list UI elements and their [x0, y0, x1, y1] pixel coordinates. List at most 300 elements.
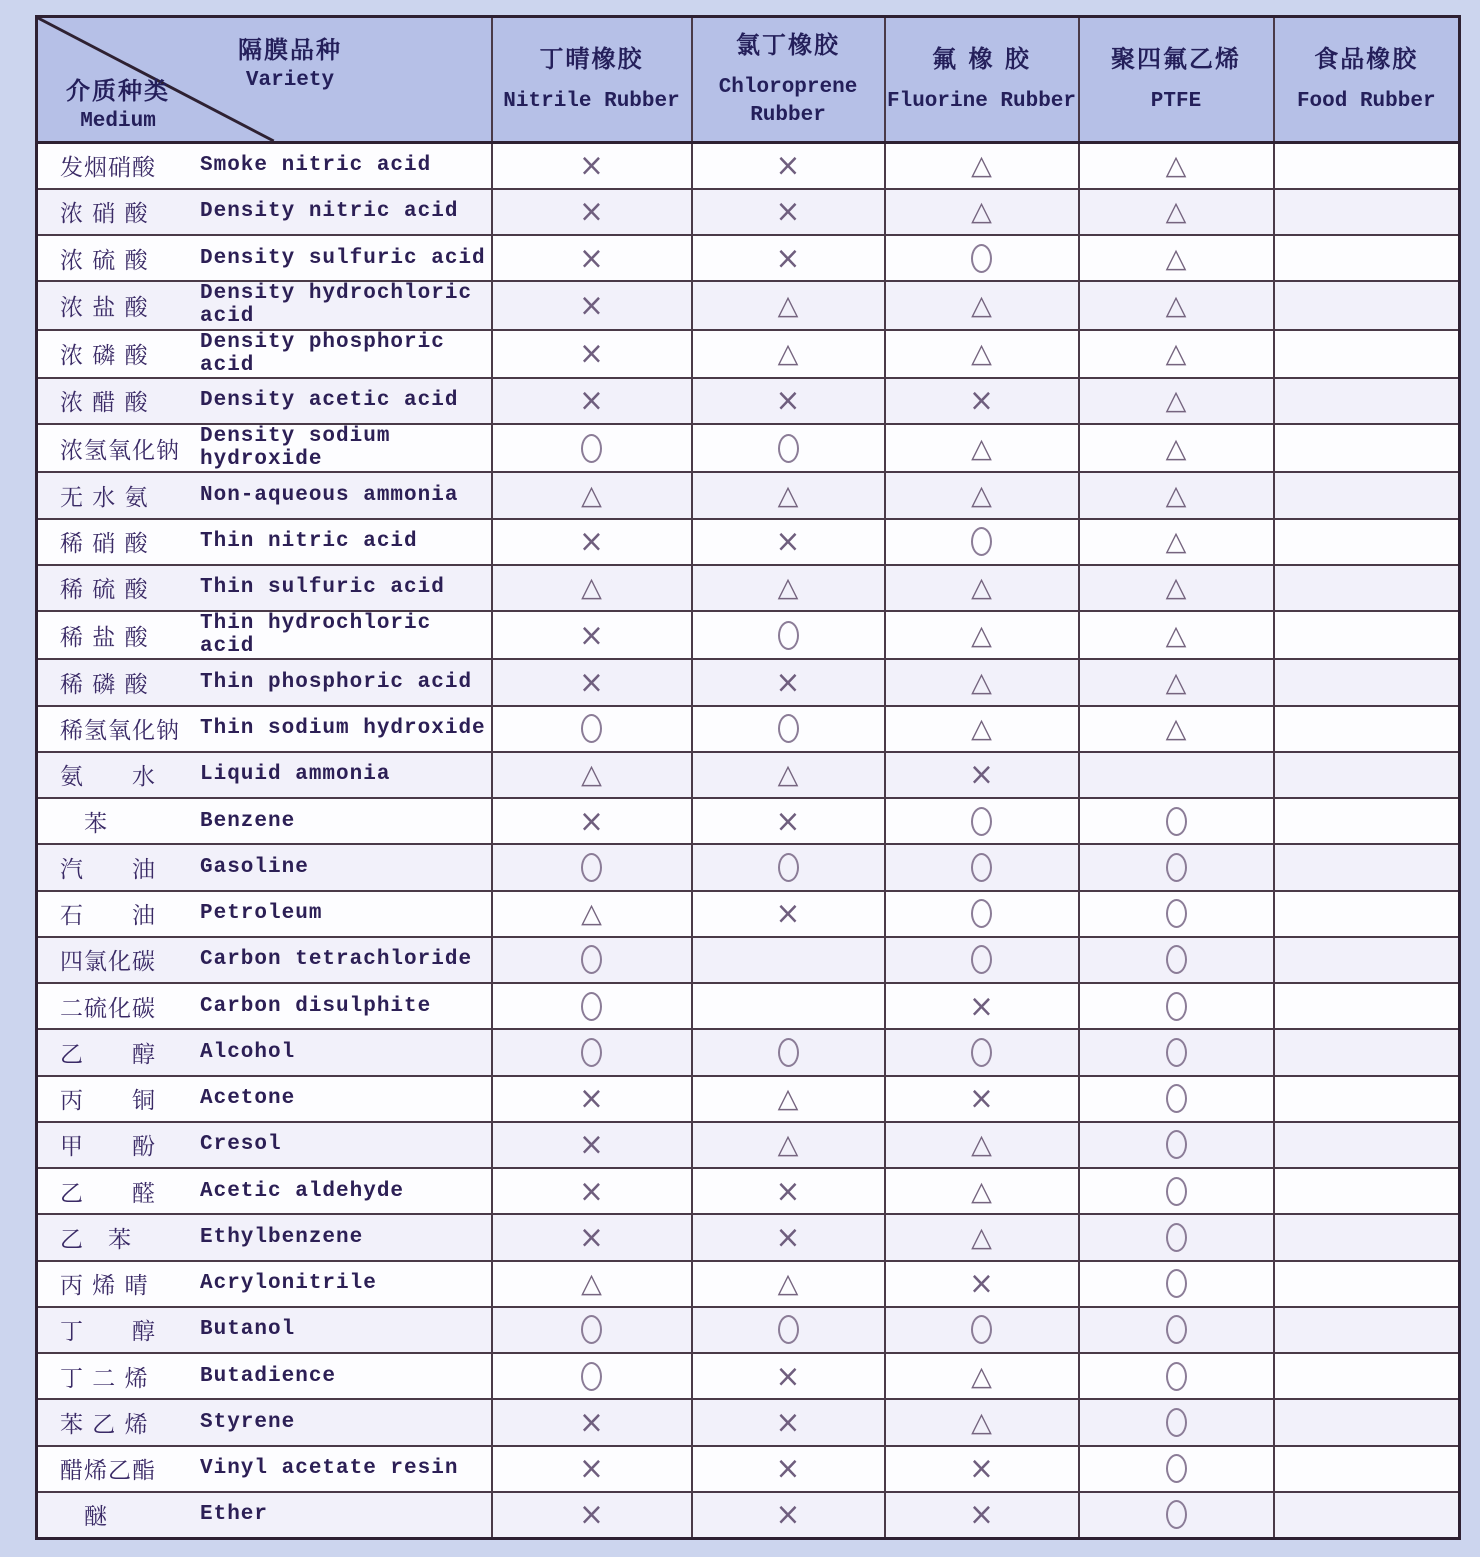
cross-symbol: ×	[968, 987, 995, 1025]
rating-cell	[1079, 143, 1274, 189]
rating-cell	[885, 891, 1079, 937]
medium-name-cn: 苯	[60, 810, 108, 837]
rating-cell	[1079, 1307, 1274, 1353]
rating-cell	[692, 472, 885, 518]
rating-cell	[692, 1029, 885, 1075]
rating-cell	[692, 424, 885, 472]
medium-name-cn: 甲 酚	[60, 1134, 156, 1161]
triangle-symbol: △	[971, 150, 992, 182]
medium-name-en: Thin phosphoric acid	[200, 670, 473, 694]
rating-cell	[885, 565, 1079, 611]
medium-name-en: Density acetic acid	[200, 389, 459, 413]
circle-symbol	[1166, 1269, 1187, 1298]
rating-cell	[492, 1214, 692, 1260]
rating-cell	[1079, 1029, 1274, 1075]
corner-header-cell	[37, 17, 492, 143]
medium-cell	[37, 659, 492, 705]
circle-symbol	[1166, 992, 1187, 1021]
medium-name-cn: 乙 苯	[60, 1226, 132, 1253]
rating-cell	[692, 752, 885, 798]
rating-cell	[1079, 235, 1274, 281]
cross-symbol: ×	[775, 1219, 801, 1256]
circle-symbol	[1166, 1084, 1187, 1113]
rating-cell	[692, 611, 885, 659]
circle-symbol	[581, 1038, 602, 1067]
medium-cell	[37, 937, 492, 983]
medium-name-cn: 浓氢氧化钠	[60, 437, 180, 464]
medium-cell	[37, 1122, 492, 1168]
medium-name-en: Non-aqueous ammonia	[200, 483, 459, 507]
cross-symbol: ×	[578, 1172, 605, 1210]
medium-label-wrap	[38, 242, 491, 275]
medium-name-cn: 稀 磷 酸	[60, 671, 149, 698]
rating-cell	[492, 1076, 692, 1122]
cross-symbol: ×	[578, 1496, 605, 1534]
rating-cell	[692, 1122, 885, 1168]
medium-name-cn: 稀 硫 酸	[60, 577, 149, 604]
rating-cell	[692, 1492, 885, 1539]
rating-cell	[492, 330, 692, 378]
medium-cell	[37, 1307, 492, 1353]
circle-symbol	[581, 945, 602, 974]
table-row	[37, 1076, 1460, 1122]
triangle-symbol: △	[581, 759, 602, 791]
medium-label-cn: 介质种类	[66, 77, 170, 105]
table-row	[37, 611, 1460, 659]
cross-symbol: ×	[968, 756, 995, 794]
triangle-symbol: △	[1165, 526, 1187, 558]
circle-symbol	[581, 1362, 602, 1391]
medium-name-en: Cresol	[200, 1133, 282, 1157]
medium-cell	[37, 844, 492, 890]
circle-symbol	[971, 899, 992, 928]
medium-cell	[37, 330, 492, 378]
triangle-symbol: △	[777, 1083, 799, 1115]
medium-cell	[37, 1168, 492, 1214]
table-row	[37, 1122, 1460, 1168]
rating-cell	[692, 891, 885, 937]
cross-symbol: ×	[578, 147, 605, 185]
medium-name-cn: 四氯化碳	[60, 949, 156, 976]
medium-cell	[37, 143, 492, 189]
triangle-symbol: △	[1165, 572, 1187, 604]
cross-symbol: ×	[775, 239, 801, 277]
triangle-symbol: △	[971, 619, 992, 651]
triangle-symbol: △	[1165, 289, 1187, 321]
rating-cell	[492, 1307, 692, 1353]
medium-name-en: Density sulfuric acid	[200, 246, 486, 270]
rating-cell	[1079, 1076, 1274, 1122]
table-row	[37, 378, 1460, 424]
cross-symbol: ×	[578, 1450, 605, 1488]
table-row	[37, 844, 1460, 890]
rating-cell	[1079, 1353, 1274, 1399]
rating-cell	[1274, 1122, 1460, 1168]
table-row	[37, 1446, 1460, 1492]
rating-cell	[1079, 472, 1274, 518]
cross-symbol: ×	[968, 1080, 995, 1118]
circle-symbol	[581, 1315, 602, 1344]
medium-name-en: Butadience	[200, 1364, 337, 1388]
circle-symbol	[1166, 945, 1187, 974]
medium-label-wrap	[38, 1082, 491, 1115]
medium-name-cn: 丙 烯 晴	[60, 1273, 149, 1300]
circle-symbol	[971, 1315, 992, 1344]
triangle-symbol: △	[971, 289, 992, 321]
cross-symbol: ×	[775, 147, 801, 185]
triangle-symbol: △	[971, 666, 992, 698]
table-row	[37, 143, 1460, 189]
rating-cell	[1079, 330, 1274, 378]
medium-name-cn: 丁 醇	[60, 1319, 156, 1346]
rating-cell	[1079, 1492, 1274, 1539]
medium-name-cn: 稀 盐 酸	[60, 624, 149, 651]
rating-cell	[885, 706, 1079, 752]
medium-name-en: Acetone	[200, 1087, 296, 1111]
medium-name-en: Thin hydrochloric acid	[200, 612, 432, 659]
rating-cell	[492, 424, 692, 472]
medium-label-wrap	[38, 1221, 491, 1254]
rating-cell	[1079, 378, 1274, 424]
medium-name-en: Density hydrochloric acid	[200, 282, 473, 329]
medium-name-cn: 二硫化碳	[60, 995, 156, 1022]
medium-name-cn: 醋烯乙酯	[60, 1458, 156, 1485]
medium-name-en: Thin sodium hydroxide	[200, 717, 486, 741]
column-header-en: Chloroprene Rubber	[718, 76, 858, 127]
medium-label-wrap	[38, 943, 491, 976]
rating-cell	[692, 1307, 885, 1353]
rating-cell	[692, 519, 885, 565]
cross-symbol: ×	[968, 382, 995, 420]
rating-cell	[885, 424, 1079, 472]
medium-name-cn: 丁 二 烯	[60, 1365, 149, 1392]
triangle-symbol: △	[1165, 713, 1187, 745]
table-row	[37, 1353, 1460, 1399]
cross-symbol: ×	[578, 335, 605, 373]
rating-cell	[492, 1446, 692, 1492]
circle-symbol	[581, 434, 602, 463]
rating-cell	[492, 983, 692, 1029]
rating-cell	[1274, 424, 1460, 472]
rating-cell	[1274, 1214, 1460, 1260]
medium-name-cn: 浓 醋 酸	[60, 390, 149, 417]
table-row	[37, 706, 1460, 752]
rating-cell	[885, 1446, 1079, 1492]
triangle-symbol: △	[971, 479, 992, 511]
medium-label-wrap	[38, 479, 491, 512]
triangle-symbol: △	[971, 432, 992, 464]
rating-cell	[1274, 235, 1460, 281]
cross-symbol: ×	[775, 1172, 801, 1210]
rating-cell	[1079, 706, 1274, 752]
table-body	[37, 143, 1460, 1539]
rating-cell	[692, 844, 885, 890]
triangle-symbol: △	[971, 1175, 992, 1207]
medium-name-cn: 浓 硝 酸	[60, 201, 149, 228]
medium-name-en: Petroleum	[200, 902, 323, 926]
rating-cell	[492, 752, 692, 798]
medium-label-wrap	[38, 851, 491, 884]
rating-cell	[492, 891, 692, 937]
rating-cell	[885, 1399, 1079, 1445]
cross-symbol: ×	[578, 616, 605, 654]
medium-cell	[37, 189, 492, 235]
medium-label-wrap	[38, 425, 491, 471]
medium-name-en: Density phosphoric acid	[200, 330, 445, 377]
rating-cell	[692, 798, 885, 844]
table-row	[37, 424, 1460, 472]
medium-label-wrap	[38, 1175, 491, 1208]
triangle-symbol: △	[581, 898, 602, 930]
rating-cell	[885, 611, 1079, 659]
medium-label-wrap	[38, 571, 491, 604]
table-row	[37, 752, 1460, 798]
medium-label-wrap	[38, 758, 491, 791]
medium-label-wrap	[38, 712, 491, 745]
triangle-symbol: △	[971, 1360, 992, 1392]
rating-cell	[492, 1029, 692, 1075]
rating-cell	[885, 1168, 1079, 1214]
table-row	[37, 519, 1460, 565]
medium-cell	[37, 891, 492, 937]
rating-cell	[692, 189, 885, 235]
medium-name-en: Vinyl acetate resin	[200, 1457, 459, 1481]
rating-cell	[692, 1261, 885, 1307]
medium-cell	[37, 1353, 492, 1399]
medium-name-en: Gasoline	[200, 855, 309, 879]
triangle-symbol: △	[1165, 432, 1187, 464]
triangle-symbol: △	[1165, 666, 1187, 698]
rating-cell	[492, 937, 692, 983]
medium-name-en: Benzene	[200, 809, 296, 833]
triangle-symbol: △	[971, 196, 992, 228]
rating-cell	[692, 706, 885, 752]
medium-name-cn: 乙 醇	[60, 1041, 156, 1068]
medium-cell	[37, 1399, 492, 1445]
rating-cell	[492, 519, 692, 565]
table-row	[37, 330, 1460, 378]
rating-cell	[1274, 330, 1460, 378]
column-header-food-rubber	[1274, 17, 1460, 143]
rating-cell	[492, 143, 692, 189]
circle-symbol	[971, 527, 992, 556]
medium-label-wrap	[38, 282, 491, 328]
rating-cell	[492, 659, 692, 705]
medium-cell	[37, 235, 492, 281]
cross-symbol: ×	[968, 1265, 995, 1303]
medium-cell	[37, 281, 492, 329]
rating-cell	[1274, 1029, 1460, 1075]
medium-cell	[37, 1261, 492, 1307]
medium-label-wrap	[38, 612, 491, 658]
triangle-symbol: △	[777, 572, 799, 604]
circle-symbol	[778, 853, 799, 882]
rating-cell	[692, 378, 885, 424]
rating-cell	[692, 1214, 885, 1260]
circle-symbol	[1166, 1223, 1187, 1252]
triangle-symbol: △	[971, 1221, 992, 1253]
medium-name-cn: 稀 硝 酸	[60, 531, 149, 558]
rating-cell	[1274, 891, 1460, 937]
triangle-symbol: △	[777, 479, 799, 511]
cross-symbol: ×	[578, 239, 605, 277]
rating-cell	[1274, 189, 1460, 235]
table-row	[37, 659, 1460, 705]
circle-symbol	[1166, 1362, 1187, 1391]
rating-cell	[492, 1261, 692, 1307]
circle-symbol	[581, 714, 602, 743]
medium-name-cn: 稀氢氧化钠	[60, 718, 180, 745]
table-row	[37, 1261, 1460, 1307]
rating-cell	[492, 1492, 692, 1539]
rating-cell	[692, 143, 885, 189]
circle-symbol	[581, 992, 602, 1021]
rating-cell	[1079, 281, 1274, 329]
rating-cell	[1079, 937, 1274, 983]
triangle-symbol: △	[971, 338, 992, 370]
cross-symbol: ×	[578, 382, 605, 420]
triangle-symbol: △	[1165, 338, 1187, 370]
rating-cell	[1079, 659, 1274, 705]
cross-symbol: ×	[578, 1080, 605, 1118]
rating-cell	[885, 281, 1079, 329]
circle-symbol	[581, 853, 602, 882]
rating-cell	[1274, 937, 1460, 983]
table-row	[37, 1029, 1460, 1075]
medium-cell	[37, 983, 492, 1029]
medium-label-wrap	[38, 331, 491, 377]
column-header-en: Nitrile Rubber	[503, 89, 680, 113]
medium-name-cn: 苯 乙 烯	[60, 1411, 149, 1438]
rating-cell	[492, 706, 692, 752]
cross-symbol: ×	[578, 1126, 605, 1164]
medium-cell	[37, 1446, 492, 1492]
rating-cell	[492, 235, 692, 281]
table-row	[37, 937, 1460, 983]
medium-label-wrap	[38, 1452, 491, 1485]
rating-cell	[885, 1307, 1079, 1353]
medium-label-wrap	[38, 195, 491, 228]
table-row	[37, 1399, 1460, 1445]
medium-name-en: Thin nitric acid	[200, 530, 418, 554]
rating-cell	[492, 189, 692, 235]
column-header-nitrile-rubber	[492, 17, 692, 143]
rating-cell	[1274, 472, 1460, 518]
medium-cell	[37, 798, 492, 844]
triangle-symbol: △	[971, 1129, 992, 1161]
table-row	[37, 472, 1460, 518]
table-row	[37, 983, 1460, 1029]
triangle-symbol: △	[1165, 242, 1187, 274]
rating-cell	[885, 189, 1079, 235]
medium-name-en: Smoke nitric acid	[200, 154, 432, 178]
rating-cell	[1274, 611, 1460, 659]
triangle-symbol: △	[1165, 196, 1187, 228]
rating-cell	[1079, 798, 1274, 844]
rating-cell	[885, 1492, 1079, 1539]
cross-symbol: ×	[775, 1357, 801, 1395]
rating-cell	[692, 281, 885, 329]
table-row	[37, 1214, 1460, 1260]
medium-cell	[37, 611, 492, 659]
circle-symbol	[778, 621, 799, 650]
medium-name-en: Ethylbenzene	[200, 1225, 364, 1249]
column-header-cn: 聚四氟乙烯	[1111, 44, 1241, 73]
medium-label-wrap	[38, 1360, 491, 1393]
medium-label-wrap	[38, 666, 491, 699]
circle-symbol	[1166, 1130, 1187, 1159]
triangle-symbol: △	[1165, 150, 1187, 182]
rating-cell	[885, 752, 1079, 798]
rating-cell	[692, 1353, 885, 1399]
cross-symbol: ×	[775, 382, 801, 420]
rating-cell	[492, 1122, 692, 1168]
cross-symbol: ×	[775, 1496, 801, 1534]
medium-name-en: Alcohol	[200, 1040, 296, 1064]
medium-label-wrap	[38, 805, 491, 838]
medium-label	[66, 71, 170, 133]
medium-cell	[37, 1076, 492, 1122]
table-row	[37, 235, 1460, 281]
medium-cell	[37, 519, 492, 565]
rating-cell	[1079, 752, 1274, 798]
circle-symbol	[1166, 853, 1187, 882]
triangle-symbol: △	[971, 572, 992, 604]
rating-cell	[885, 1029, 1079, 1075]
rating-cell	[1079, 1399, 1274, 1445]
medium-name-en: Butanol	[200, 1318, 296, 1342]
medium-label-wrap	[38, 990, 491, 1023]
circle-symbol	[971, 945, 992, 974]
triangle-symbol: △	[581, 1268, 602, 1300]
rating-cell	[692, 1446, 885, 1492]
circle-symbol	[1166, 1315, 1187, 1344]
rating-cell	[1079, 983, 1274, 1029]
medium-name-en: Carbon disulphite	[200, 994, 432, 1018]
medium-name-en: Density sodium hydroxide	[200, 425, 391, 472]
cross-symbol: ×	[578, 193, 605, 231]
cross-symbol: ×	[578, 664, 605, 701]
rating-cell	[1274, 752, 1460, 798]
rating-cell	[1079, 189, 1274, 235]
medium-name-cn: 氨 水	[60, 764, 156, 791]
rating-cell	[1274, 983, 1460, 1029]
rating-cell	[1274, 565, 1460, 611]
rating-cell	[1079, 1214, 1274, 1260]
medium-label-wrap	[38, 149, 491, 182]
rating-cell	[1274, 143, 1460, 189]
table-row	[37, 1307, 1460, 1353]
rating-cell	[692, 983, 885, 1029]
rating-cell	[692, 565, 885, 611]
rating-cell	[885, 1353, 1079, 1399]
rating-cell	[692, 659, 885, 705]
cross-symbol: ×	[578, 1404, 605, 1441]
rating-cell	[1274, 1307, 1460, 1353]
medium-label-en: Medium	[80, 110, 156, 133]
rating-cell	[692, 1399, 885, 1445]
table-row	[37, 1168, 1460, 1214]
rating-cell	[492, 565, 692, 611]
triangle-symbol: △	[777, 289, 799, 321]
triangle-symbol: △	[777, 1268, 799, 1300]
medium-label-wrap	[38, 1036, 491, 1069]
medium-label-wrap	[38, 1128, 491, 1161]
medium-name-cn: 醚	[60, 1504, 108, 1531]
rating-cell	[1079, 611, 1274, 659]
rating-cell	[885, 330, 1079, 378]
cross-symbol: ×	[578, 802, 605, 840]
